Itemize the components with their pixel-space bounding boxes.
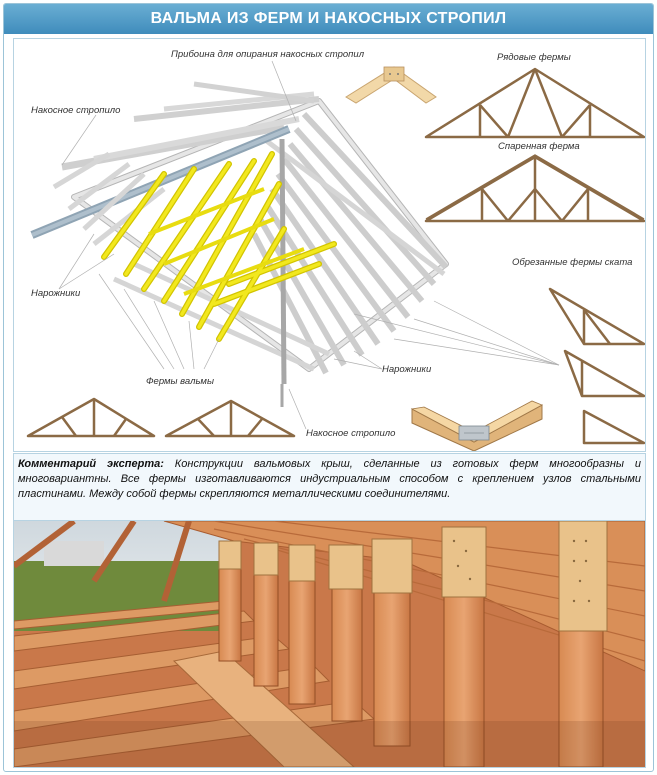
common-truss (426, 69, 644, 137)
comment-label: Комментарий эксперта: (18, 458, 164, 470)
expert-comment (13, 453, 646, 521)
construction-photo (13, 520, 646, 768)
hip-truss-profiles (28, 399, 294, 436)
corner-connector-detail (412, 401, 542, 451)
infographic-card (3, 3, 654, 772)
comment-text: Конструкции вальмовых крыш, сделанные из готовых ферм многообразны и многовариантны. Все фермы изготавливаются индустриальным способом с креплением узлов стальными пластинами. Между собой фермы скрепляются металлическими соединителями. (18, 458, 641, 500)
ridge-bracket-detail (346, 67, 436, 103)
label-fermy-valmy: Фермы вальмы (146, 376, 214, 387)
label-nakosnoe-bottom: Накосное стропило (306, 428, 396, 439)
roof-structure (32, 84, 446, 407)
photo-illustration (14, 521, 645, 767)
diagram-canvas (14, 39, 645, 451)
label-narozhniki-right: Нарожники (382, 364, 432, 375)
label-sparennaya: Спаренная ферма (498, 141, 580, 152)
cut-trusses (550, 289, 644, 443)
hip-roof-diagram (13, 38, 646, 452)
label-narozhniki-left: Нарожники (31, 288, 81, 299)
label-ryadovye-fermy: Рядовые фермы (497, 52, 571, 63)
label-obrezannye: Обрезанные фермы ската (512, 257, 633, 268)
twin-truss (426, 155, 644, 221)
page-title: ВАЛЬМА ИЗ ФЕРМ И НАКОСНЫХ СТРОПИЛ (4, 4, 653, 34)
label-pribojina: Прибоина для опирания накосных стропил (171, 49, 365, 60)
label-nakosnoe-top: Накосное стропило (31, 105, 121, 116)
